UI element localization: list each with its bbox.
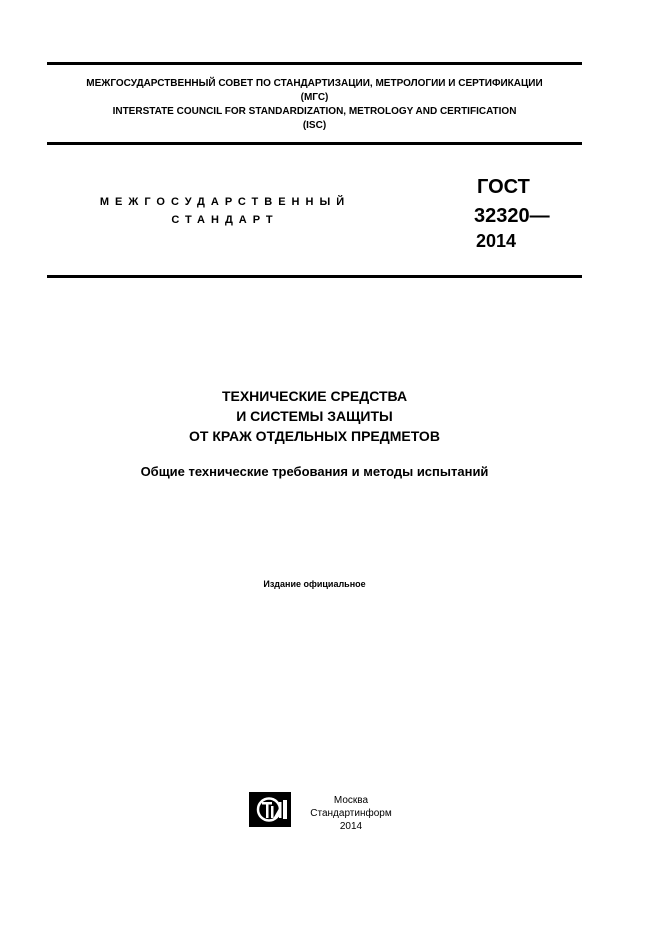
standard-type xyxy=(60,193,390,229)
council-name-ru: МЕЖГОСУДАРСТВЕННЫЙ СОВЕТ ПО СТАНДАРТИЗАЦИИ, МЕТРОЛОГИИ И СЕРТИФИКАЦИИ xyxy=(86,78,543,89)
standard-type-line2: СТАНДАРТ xyxy=(171,214,279,226)
council-abbr-ru: (МГС) xyxy=(300,92,329,103)
title-line3: ОТ КРАЖ ОТДЕЛЬНЫХ ПРЕДМЕТОВ xyxy=(189,428,440,444)
council-abbr-en: (ISC) xyxy=(302,120,327,131)
designation-number: 32320— xyxy=(474,205,550,227)
title-line1: ТЕХНИЧЕСКИЕ СРЕДСТВА xyxy=(221,388,408,404)
standard-designation xyxy=(474,173,550,260)
publisher-block xyxy=(296,794,406,833)
designation-rule xyxy=(47,275,582,278)
standard-type-line1: МЕЖГОСУДАРСТВЕННЫЙ xyxy=(99,196,351,208)
document-title xyxy=(47,386,582,446)
publisher-city: Москва xyxy=(333,795,369,806)
title-line2: И СИСТЕМЫ ЗАЩИТЫ xyxy=(236,408,393,424)
publisher-year: 2014 xyxy=(339,821,363,832)
document-subtitle: Общие технические требования и методы испытаний xyxy=(140,464,489,479)
designation-prefix: ГОСТ xyxy=(477,176,530,198)
header-rule xyxy=(47,142,582,145)
top-rule xyxy=(47,62,582,65)
council-header xyxy=(47,77,582,133)
council-name-en: INTERSTATE COUNCIL FOR STANDARDIZATION, METROLOGY AND CERTIFICATION xyxy=(112,106,517,117)
standartinform-logo-icon xyxy=(249,792,291,827)
edition-label: Издание официальное xyxy=(263,579,366,589)
designation-year: 2014 xyxy=(476,231,517,251)
publisher-name: Стандартинформ xyxy=(310,808,392,819)
